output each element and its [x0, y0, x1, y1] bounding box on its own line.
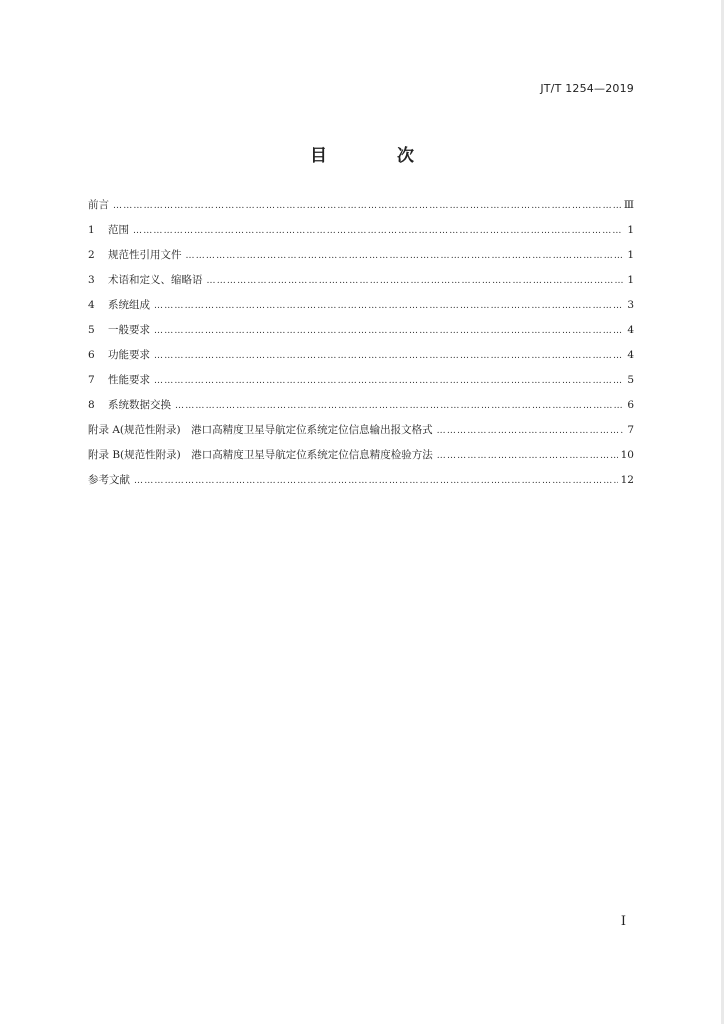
toc-entry-label: 1 范围: [88, 224, 129, 236]
toc-entry-label: 附录 A(规范性附录) 港口高精度卫星导航定位系统定位信息输出报文格式: [88, 424, 433, 436]
toc-entry-annex-b[interactable]: [88, 447, 634, 472]
leader-dots: [154, 326, 623, 336]
toc-entry-label: 前言: [88, 199, 109, 211]
toc-page-number: 1: [627, 224, 634, 236]
leader-dots: [154, 351, 623, 361]
toc-page-number: 1: [627, 249, 634, 261]
toc-page-number: 10: [620, 449, 634, 461]
toc-entry-scope[interactable]: [88, 222, 634, 247]
document-code: JT/T 1254—2019: [540, 82, 634, 95]
toc-entry-label: 7 性能要求: [88, 374, 150, 386]
toc-entry-functional-requirements[interactable]: [88, 347, 634, 372]
toc-entry-label: 3 术语和定义、缩略语: [88, 274, 203, 286]
toc-page-number: 4: [627, 349, 634, 361]
toc-entry-label: 6 功能要求: [88, 349, 150, 361]
leader-dots: [154, 376, 623, 386]
toc-entry-label: 参考文献: [88, 474, 130, 486]
toc-entry-label: 附录 B(规范性附录) 港口高精度卫星导航定位系统定位信息精度检验方法: [88, 449, 433, 461]
toc-page-number: 6: [627, 399, 634, 411]
leader-dots: [113, 201, 621, 211]
toc-entry-terms-definitions[interactable]: [88, 272, 634, 297]
leader-dots: [133, 226, 623, 236]
leader-dots: [437, 426, 623, 436]
page-folio: I: [620, 914, 626, 929]
page-title: 目 次: [310, 146, 446, 166]
toc-entry-general-requirements[interactable]: [88, 322, 634, 347]
toc-entry-label: 2 规范性引用文件: [88, 249, 182, 261]
leader-dots: [134, 476, 618, 486]
toc-entry-data-exchange[interactable]: [88, 397, 634, 422]
toc-entry-label: 4 系统组成: [88, 299, 150, 311]
leader-dots: [175, 401, 623, 411]
toc-entry-system-composition[interactable]: [88, 297, 634, 322]
leader-dots: [154, 301, 623, 311]
toc-page-number: 12: [620, 474, 634, 486]
leader-dots: [207, 276, 624, 286]
toc-page-number: 4: [627, 324, 634, 336]
toc-page-number: 5: [627, 374, 634, 386]
toc-page-number: Ⅲ: [623, 199, 634, 211]
leader-dots: [437, 451, 618, 461]
toc-entry-normative-references[interactable]: [88, 247, 634, 272]
toc-page-number: 3: [627, 299, 634, 311]
toc-entry-performance-requirements[interactable]: [88, 372, 634, 397]
table-of-contents: [88, 197, 634, 497]
toc-page-number: 1: [627, 274, 634, 286]
toc-page-number: 7: [627, 424, 634, 436]
toc-entry-label: 5 一般要求: [88, 324, 150, 336]
toc-entry-bibliography[interactable]: [88, 472, 634, 497]
leader-dots: [186, 251, 624, 261]
toc-entry-label: 8 系统数据交换: [88, 399, 171, 411]
toc-entry-annex-a[interactable]: [88, 422, 634, 447]
toc-entry-foreword[interactable]: [88, 197, 634, 222]
